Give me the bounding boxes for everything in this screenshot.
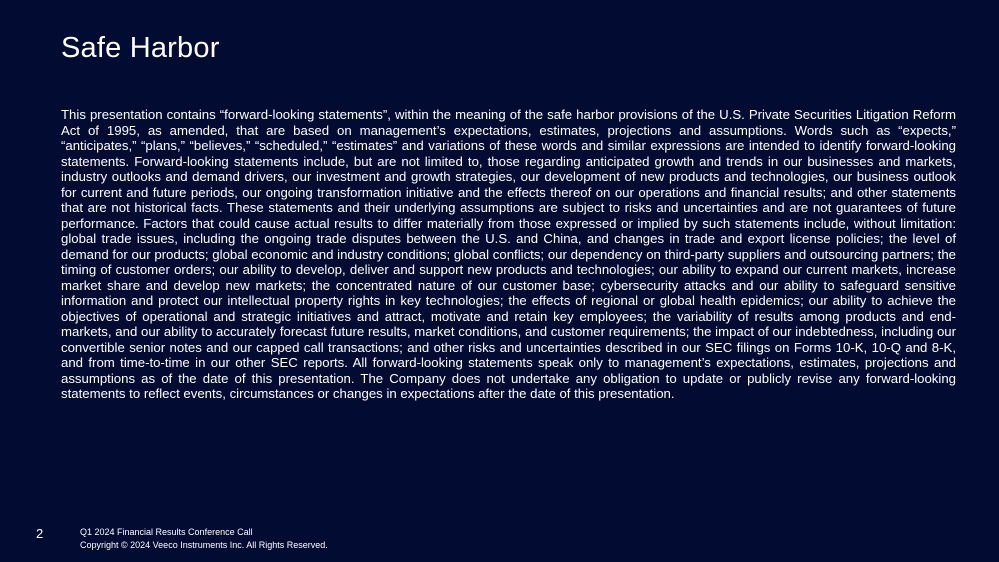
footer [80, 526, 328, 552]
footer-copyright: Copyright © 2024 Veeco Instruments Inc. All Rights Reserved. [80, 540, 328, 550]
page-number: 2 [36, 526, 44, 541]
footer-event-title: Q1 2024 Financial Results Conference Call [80, 527, 253, 537]
page-title: Safe Harbor [61, 32, 220, 64]
safe-harbor-statement: This presentation contains “forward-looking statements”, within the meaning of the safe harbor provisions of the U.S. Private Securities Litigation Reform Act of 1995, as amended, that are based on management’s expectations, estimates, projections and assumptions. Words such as “expects,” “anticipates,” “plans,” “believes,” “scheduled,” “estimates” and variations of these words and similar expressions are intended to identify forward-looking statements. Forward-looking statements include, but are not limited to, those regarding anticipated growth and trends in our businesses and markets, industry outlooks and demand drivers, our investment and growth strategies, our development of new products and technologies, our business outlook for current and future periods, our ongoing transformation initiative and the effects thereof on our operations and financial results; and other statements that are not historical facts. These statements and their underlying assumptions are subject to risks and uncertainties and are not guarantees of future performance. Factors that could cause actual results to differ materially from those expressed or implied by such statements include, without limitation: global trade issues, including the ongoing trade disputes between the U.S. and China, and changes in trade and export license policies; the level of demand for our products; global economic and industry conditions; global conflicts; our dependency on third-party suppliers and outsourcing partners; the timing of customer orders; our ability to develop, deliver and support new products and technologies; our ability to expand our current markets, increase market share and develop new markets; the concentrated nature of our customer base; cybersecurity attacks and our ability to safeguard sensitive information and protect our intellectual property rights in key technologies; the effects of regional or global health epidemics; our ability to achieve the objectives of operational and strategic initiatives and attract, motivate and retain key employees; the variability of results among products and end-markets, and our ability to accurately forecast future results, market conditions, and customer requirements; the impact of our indebtedness, including our convertible senior notes and our capped call transactions; and other risks and uncertainties described in our SEC filings on Forms 10-K, 10-Q and 8-K, and from time-to-time in our other SEC reports. All forward-looking statements speak only to management’s expectations, estimates, projections and assumptions as of the date of this presentation. The Company does not undertake any obligation to update or publicly revise any forward-looking statements to reflect events, circumstances or changes in expectations after the date of this presentation. [61, 107, 956, 401]
